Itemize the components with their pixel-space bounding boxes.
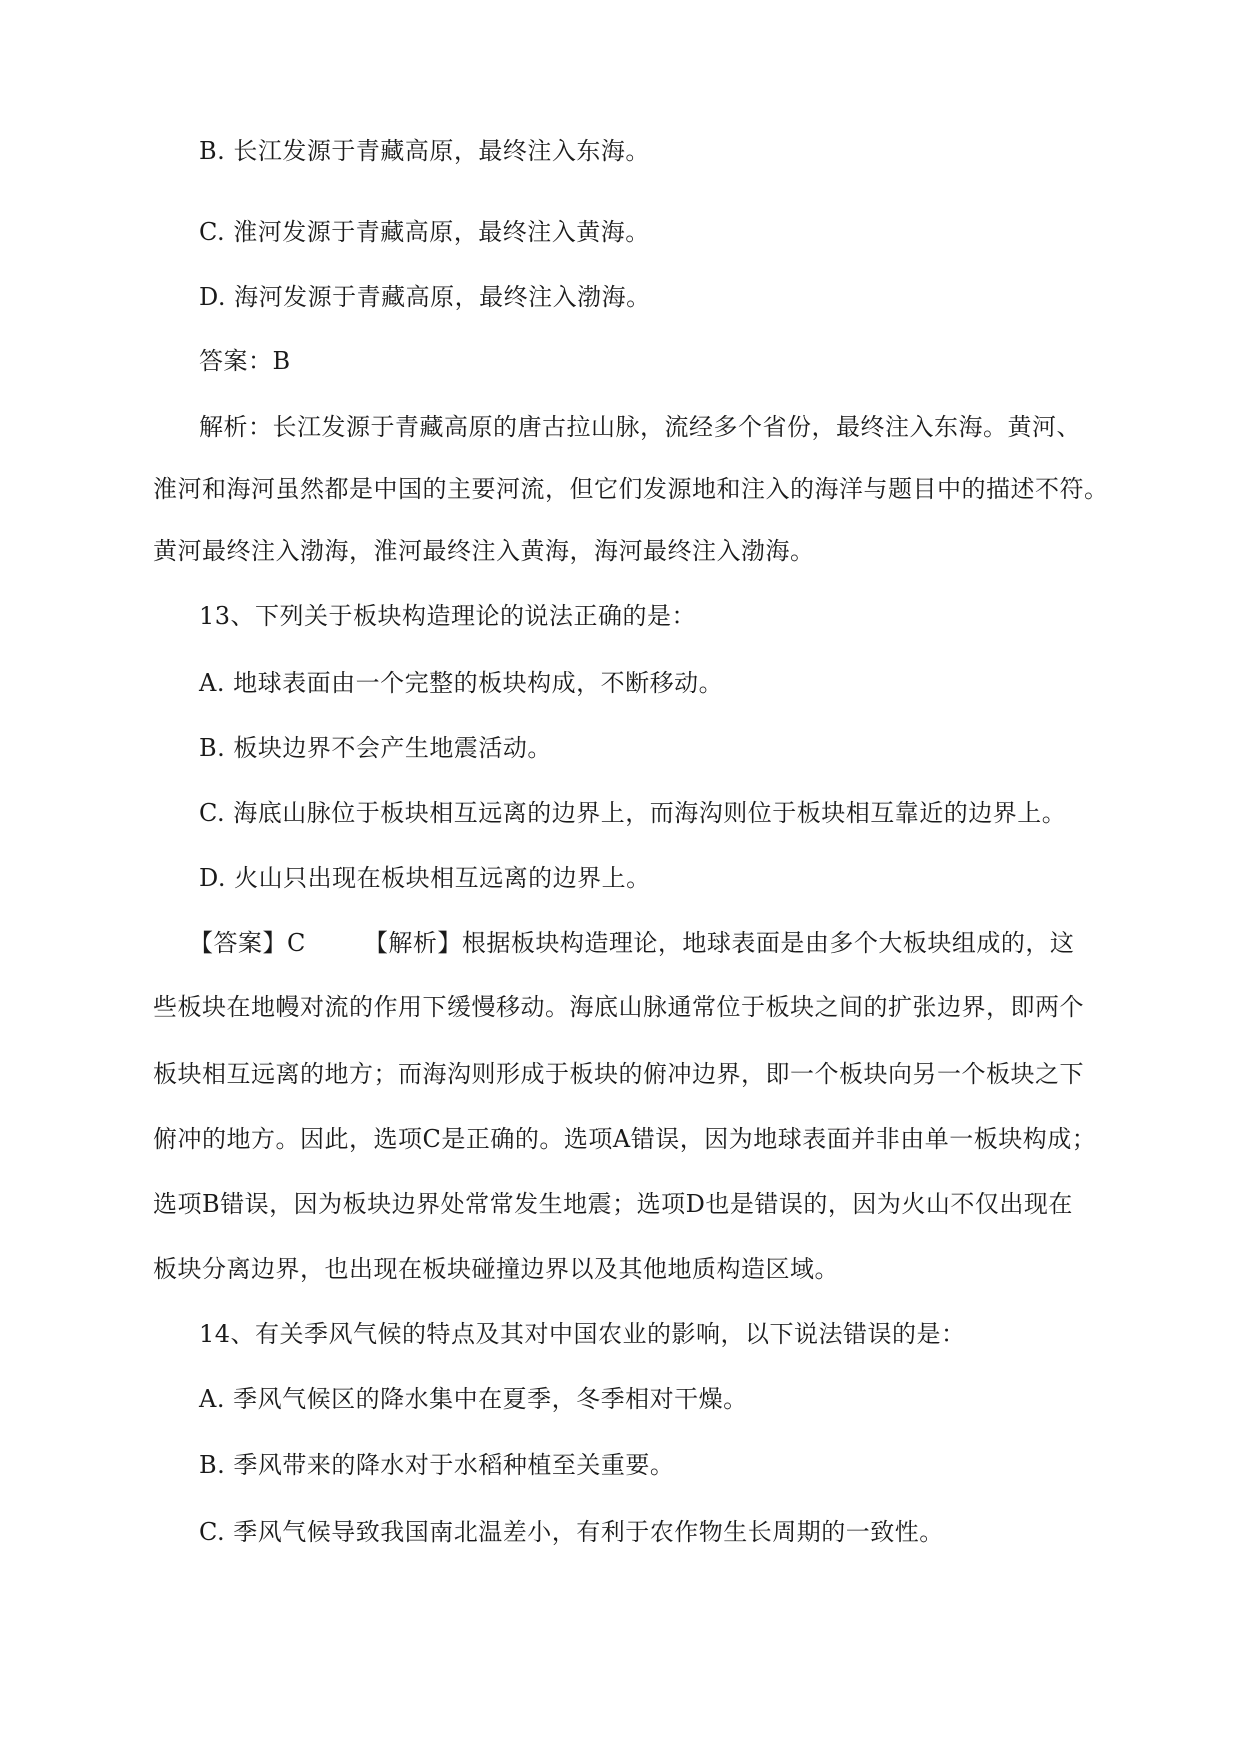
q14-option-b: B. 季风带来的降水对于水稻种植至关重要。 (199, 1451, 675, 1479)
q12-analysis-line-1: 解析：长江发源于青藏高原的唐古拉山脉，流经多个省份，最终注入东海。黄河、 (199, 413, 1081, 441)
q13-question: 13、下列关于板块构造理论的说法正确的是： (199, 602, 697, 630)
q13-option-b: B. 板块边界不会产生地震活动。 (199, 734, 552, 762)
q13-option-d: D. 火山只出现在板块相互远离的边界上。 (199, 864, 651, 892)
q12-answer: 答案：B (199, 347, 291, 375)
q12-analysis-line-3: 黄河最终注入渤海，淮河最终注入黄海，海河最终注入渤海。 (153, 537, 815, 565)
q14-option-c: C. 季风气候导致我国南北温差小，有利于农作物生长周期的一致性。 (199, 1518, 944, 1546)
q12-option-d: D. 海河发源于青藏高原，最终注入渤海。 (199, 283, 651, 311)
q12-analysis-line-2: 淮河和海河虽然都是中国的主要河流，但它们发源地和注入的海洋与题目中的描述不符。 (153, 475, 1109, 503)
q13-option-a: A. 地球表面由一个完整的板块构成，不断移动。 (199, 669, 724, 697)
q13-option-c: C. 海底山脉位于板块相互远离的边界上，而海沟则位于板块相互靠近的边界上。 (199, 799, 1067, 827)
q13-analysis-line-6: 板块分离边界，也出现在板块碰撞边界以及其他地质构造区域。 (153, 1255, 839, 1283)
q14-option-a: A. 季风气候区的降水集中在夏季，冬季相对干燥。 (199, 1385, 748, 1413)
q13-analysis-line-2: 些板块在地幔对流的作用下缓慢移动。海底山脉通常位于板块之间的扩张边界，即两个 (153, 993, 1084, 1021)
q13-analysis-line-5: 选项B错误，因为板块边界处常常发生地震；选项D也是错误的，因为火山不仅出现在 (153, 1190, 1073, 1218)
q13-answer: 【答案】C (189, 929, 306, 957)
q14-question: 14、有关季风气候的特点及其对中国农业的影响，以下说法错误的是： (199, 1320, 966, 1348)
q13-analysis-line-4: 俯冲的地方。因此，选项C是正确的。选项A错误，因为地球表面并非由单一板块构成； (153, 1125, 1097, 1153)
q13-analysis-line-1: 【解析】根据板块构造理论，地球表面是由多个大板块组成的，这 (363, 929, 1075, 957)
q12-option-c: C. 淮河发源于青藏高原，最终注入黄海。 (199, 218, 650, 246)
q13-answer-and-analysis (189, 928, 1074, 958)
q12-option-b: B. 长江发源于青藏高原，最终注入东海。 (199, 137, 650, 165)
q13-analysis-line-3: 板块相互远离的地方；而海沟则形成于板块的俯冲边界，即一个板块向另一个板块之下 (153, 1060, 1084, 1088)
